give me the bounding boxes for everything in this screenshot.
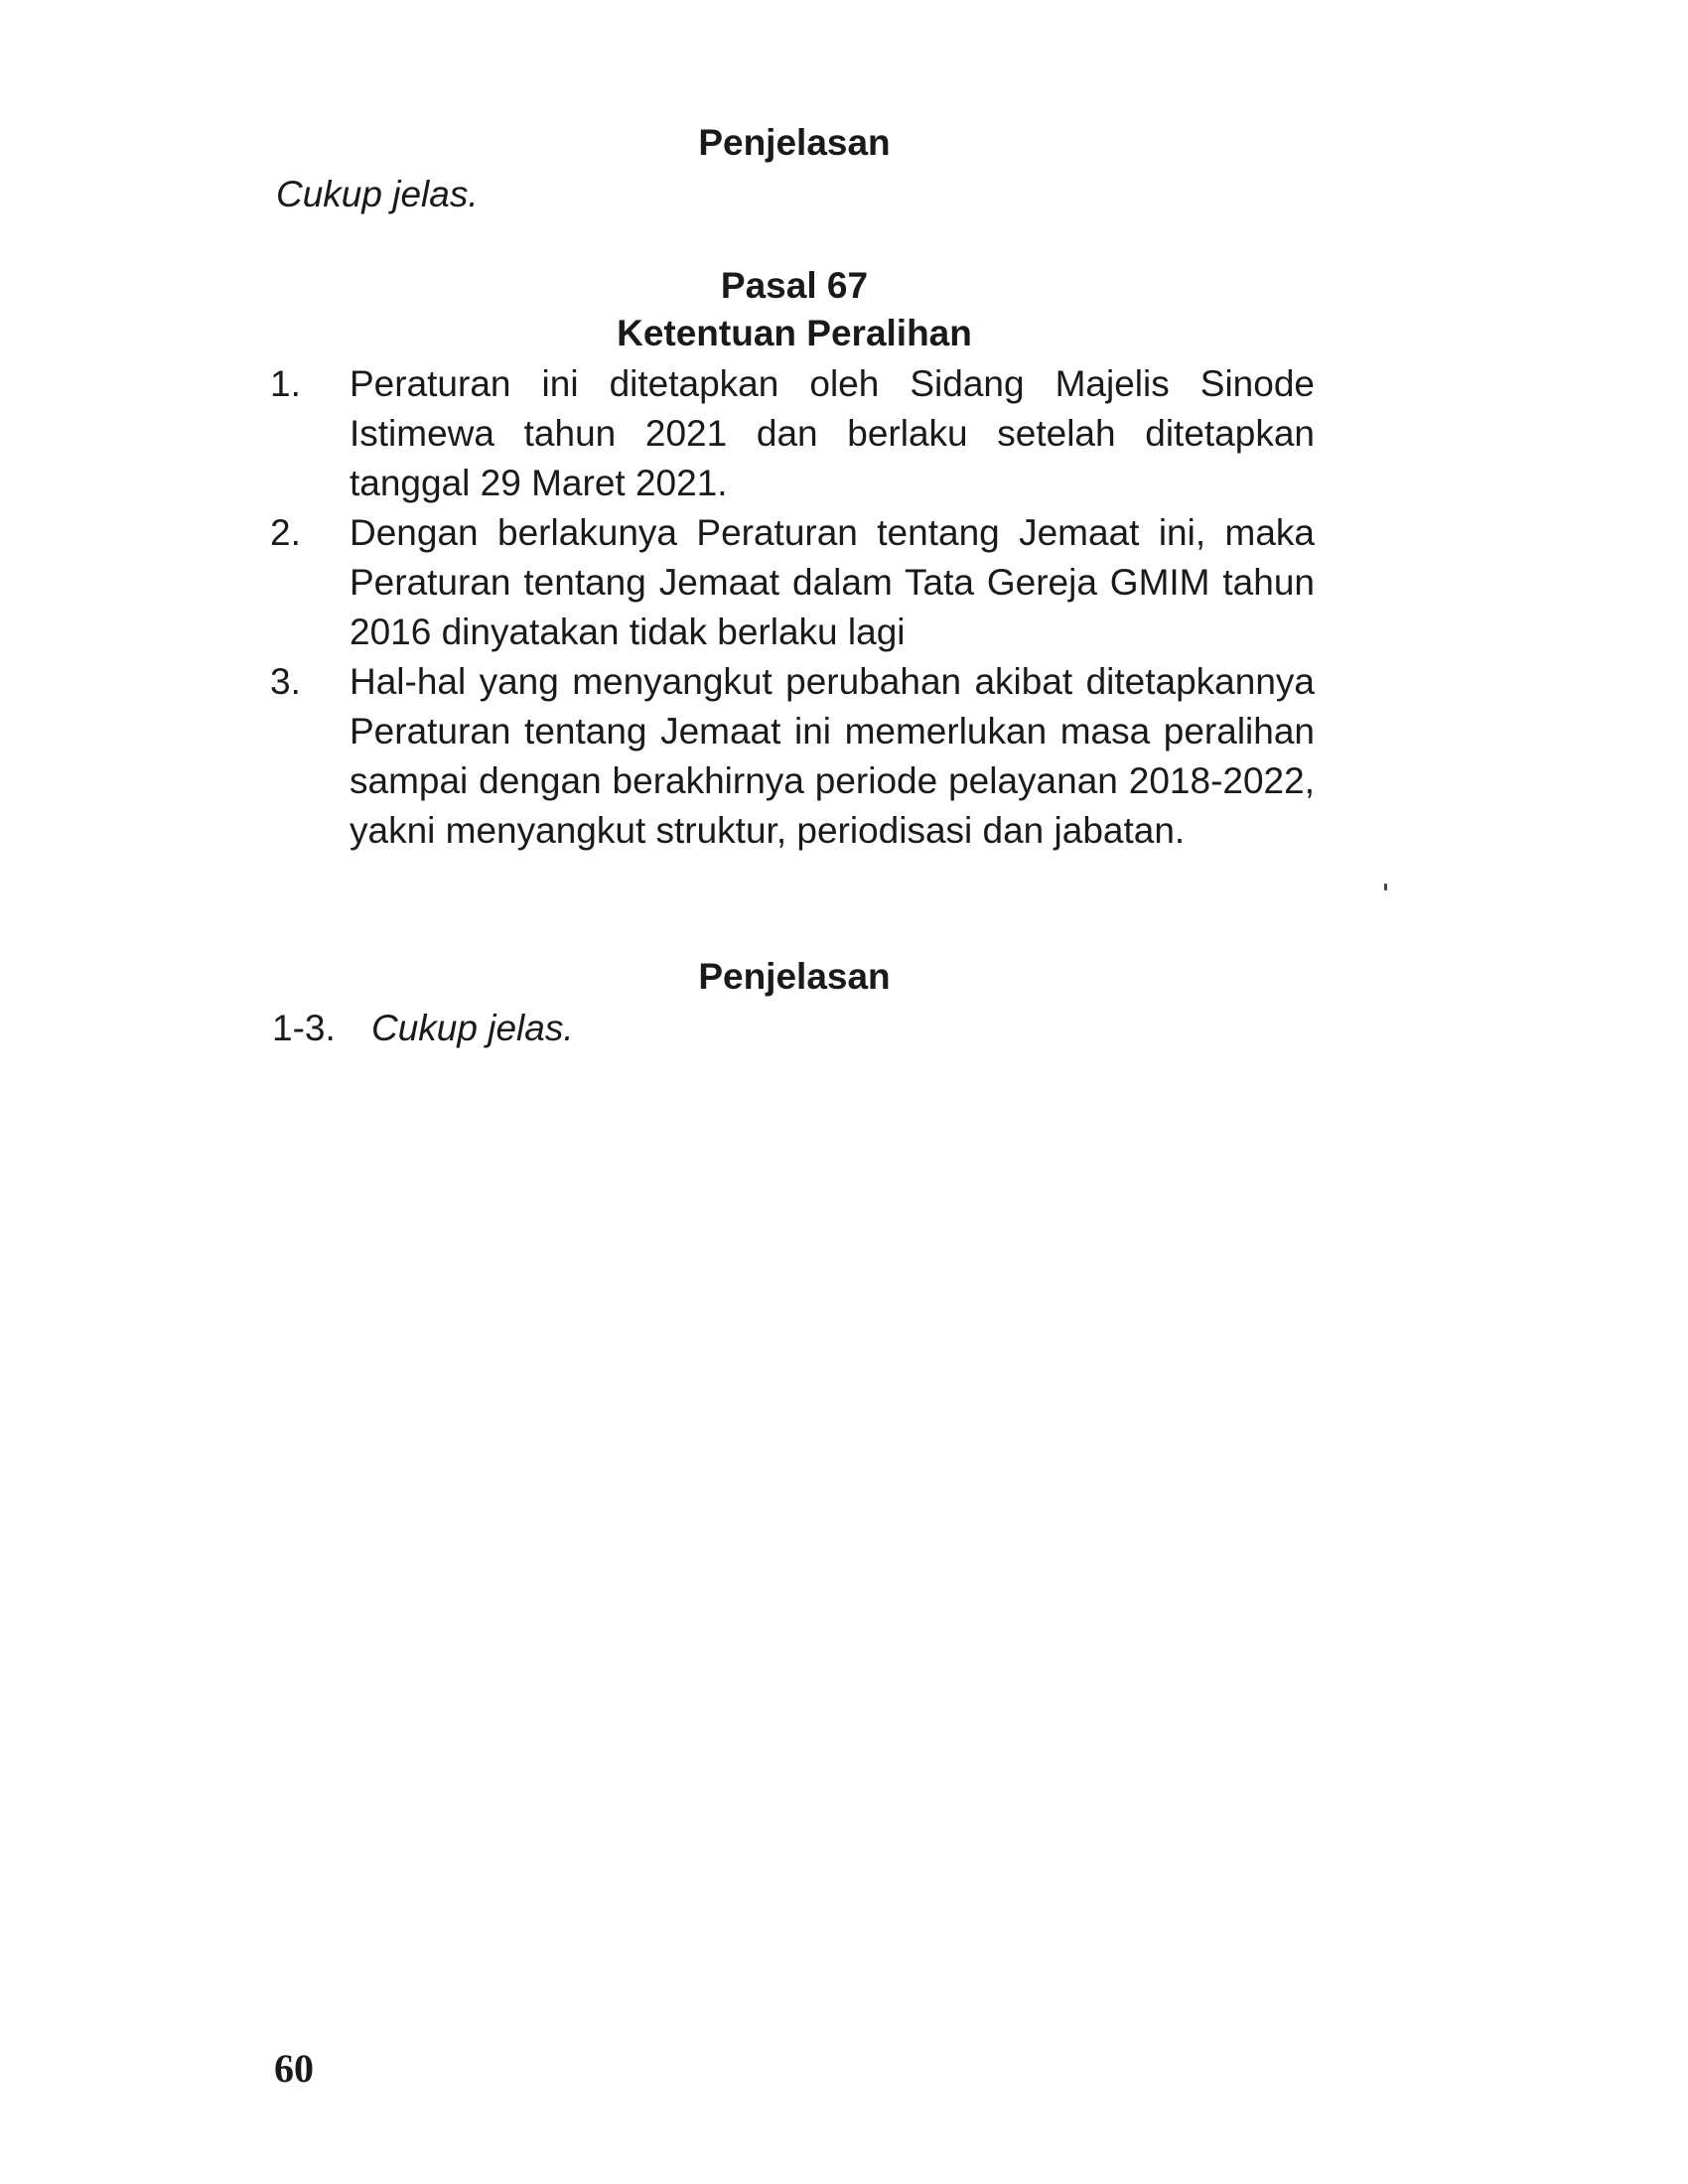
explanation-heading: Penjelasan <box>698 956 891 997</box>
list-item-number: 3. <box>270 661 301 702</box>
list-item <box>270 657 1315 856</box>
transition-provisions-list <box>270 359 1315 856</box>
scan-speck <box>1384 884 1387 890</box>
article-title: Ketentuan Peralihan <box>617 313 972 353</box>
top-explanation-heading: Penjelasan <box>698 122 891 163</box>
list-item-text: Peraturan ini ditetapkan oleh Sidang Majelis Sinode Istimewa tahun 2021 dan berlaku setelah ditetapkan tanggal 29 Maret 2021. <box>350 363 1315 503</box>
page-number: 60 <box>274 2046 314 2091</box>
explanation-range: 1-3. <box>272 1008 336 1048</box>
list-item-text: Hal-hal yang menyangkut perubahan akibat ditetapkannya Peraturan tentang Jemaat ini memerlukan masa peralihan sampai dengan berakhirnya periode pelayanan 2018-2022, yakni menyangkut struktur, periodisasi dan jabatan. <box>350 661 1315 851</box>
list-item <box>270 508 1315 657</box>
list-item-number: 1. <box>270 363 301 404</box>
list-item-number: 2. <box>270 512 301 553</box>
list-item-text: Dengan berlakunya Peraturan tentang Jemaat ini, maka Peraturan tentang Jemaat dalam Tata Gereja GMIM tahun 2016 dinyatakan tidak berlaku lagi <box>350 512 1315 652</box>
explanation-text: Cukup jelas. <box>371 1008 574 1048</box>
top-explanation-text: Cukup jelas. <box>276 174 479 214</box>
article-number: Pasal 67 <box>720 265 869 306</box>
explanation-row <box>272 1005 574 1052</box>
list-item <box>270 359 1315 508</box>
